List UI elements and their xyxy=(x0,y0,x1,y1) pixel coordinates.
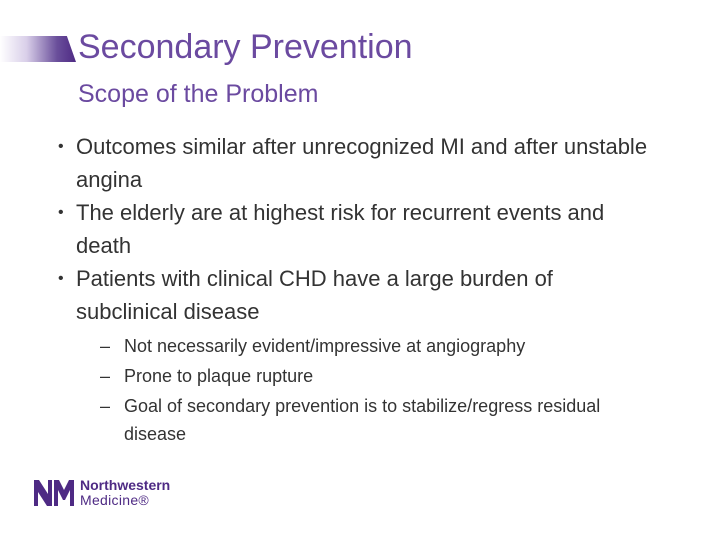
logo-line-northwestern: Northwestern xyxy=(80,477,171,493)
slide-content xyxy=(58,130,658,448)
northwestern-medicine-logo xyxy=(34,478,170,508)
sub-bullet-item xyxy=(86,392,658,448)
sub-bullet-list xyxy=(82,332,658,448)
sub-bullet-item xyxy=(86,332,658,360)
sub-bullet-text: Not necessarily evident/impressive at angiography xyxy=(124,336,526,356)
bullet-dot-icon: • xyxy=(58,204,64,221)
bullet-dot-icon: • xyxy=(58,270,64,287)
bullet-item xyxy=(58,196,658,262)
nm-logo-icon xyxy=(34,480,74,506)
logo-wordmark xyxy=(80,478,170,508)
bullet-item xyxy=(58,262,658,328)
bullet-text: The elderly are at highest risk for recurrent events and death xyxy=(76,200,605,258)
sub-bullet-item xyxy=(86,362,658,390)
en-dash-icon: – xyxy=(99,336,110,356)
en-dash-icon: – xyxy=(99,396,110,416)
title-accent-bar xyxy=(0,36,76,62)
bullet-item xyxy=(58,130,658,196)
en-dash-icon: – xyxy=(99,366,110,386)
bullet-text: Outcomes similar after unrecognized MI and after unstable angina xyxy=(76,134,648,192)
bullet-dot-icon: • xyxy=(58,138,64,155)
sub-bullet-text: Goal of secondary prevention is to stabilize/regress residual disease xyxy=(124,396,601,444)
slide-title: Secondary Prevention xyxy=(78,28,413,66)
bullet-text: Patients with clinical CHD have a large burden of subclinical disease xyxy=(76,266,553,324)
slide-subtitle: Scope of the Problem xyxy=(78,80,319,108)
sub-bullet-text: Prone to plaque rupture xyxy=(124,366,314,386)
logo-line-medicine: Medicine® xyxy=(80,492,150,508)
